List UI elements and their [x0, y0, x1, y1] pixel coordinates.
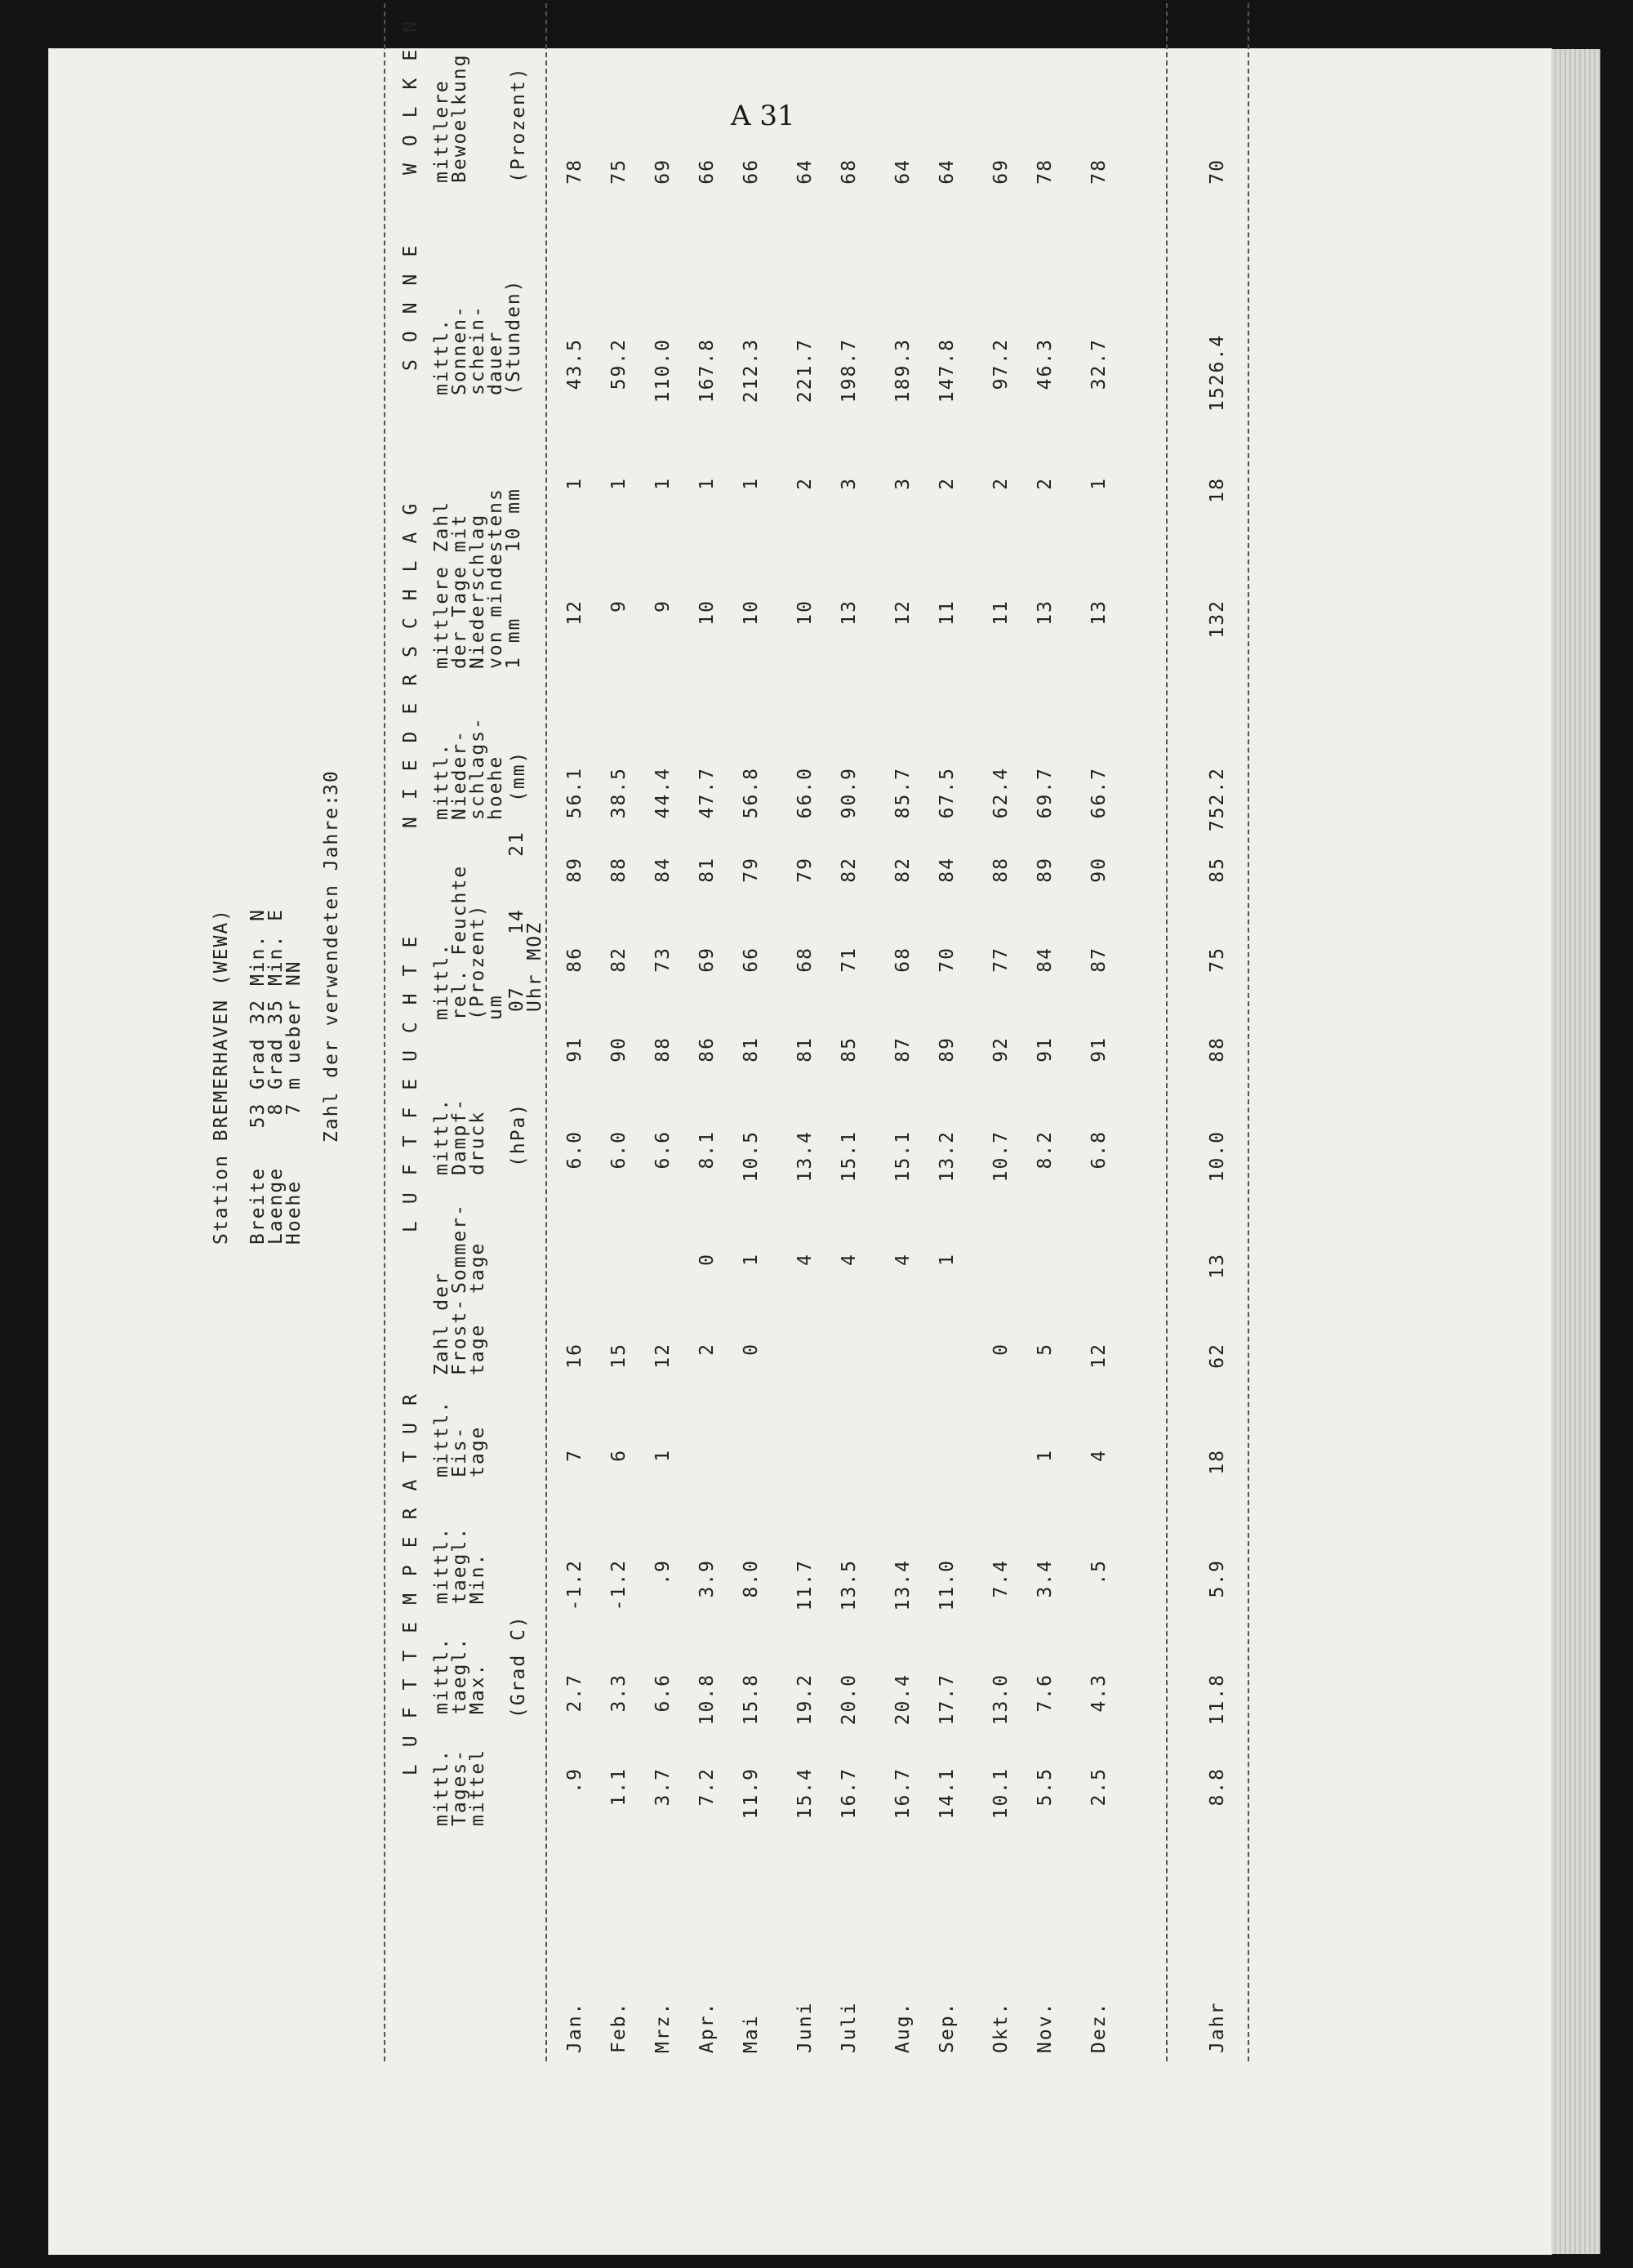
cell-nied: 752.2 — [1207, 767, 1228, 832]
cell-min: 3.9 — [696, 1559, 718, 1598]
cell-min: 13.4 — [892, 1559, 914, 1611]
cell-dampf: 10.5 — [741, 1130, 762, 1183]
cell-rf14: 82 — [608, 947, 630, 973]
cell-min: 11.0 — [937, 1559, 958, 1611]
cell-rf07: 88 — [652, 1036, 674, 1063]
cell-sonne: 1526.4 — [1207, 333, 1228, 412]
cell-rf07: 87 — [892, 1036, 914, 1063]
cell-rf07: 88 — [1207, 1036, 1228, 1063]
header-moz: 07 14 21 Uhr MOZ — [506, 831, 545, 1012]
row-label-8: Sep. — [937, 2001, 958, 2053]
cell-rf07: 89 — [937, 1036, 958, 1063]
cell-frost: 12 — [1088, 1343, 1110, 1369]
row-label-9: Okt. — [990, 2001, 1012, 2053]
cell-rf14: 66 — [741, 947, 762, 973]
cell-wolken: 68 — [839, 158, 860, 185]
cell-t10: 2 — [1035, 477, 1056, 490]
cell-wolken: 75 — [608, 158, 630, 185]
header-bewoelkung: mittlere Bewoelkung — [431, 53, 470, 183]
cell-rf21: 85 — [1207, 857, 1228, 883]
station-laenge: Laenge 8 Grad 35 Min. E — [265, 907, 287, 1245]
cell-dampf: 6.0 — [608, 1130, 630, 1170]
cell-t10: 2 — [990, 477, 1012, 490]
group-sonne: SONNE — [400, 228, 421, 371]
cell-rf14: 87 — [1088, 947, 1110, 973]
cell-min: -1.2 — [608, 1559, 630, 1611]
header-zahl-der: Zahl der — [431, 1272, 452, 1375]
cell-rf21: 79 — [741, 857, 762, 883]
cell-min: 3.4 — [1035, 1559, 1056, 1598]
cell-t1: 13 — [1035, 599, 1056, 626]
cell-mittel: 14.1 — [937, 1767, 958, 1820]
group-luftfeuchte: LUFTFEUCHTE — [400, 919, 421, 1232]
cell-max: 11.8 — [1207, 1673, 1228, 1726]
cell-max: 3.3 — [608, 1673, 630, 1713]
cell-nied: 67.5 — [937, 767, 958, 819]
row-label-5: Juni — [794, 2001, 816, 2053]
cell-min: 5.9 — [1207, 1559, 1228, 1598]
cell-t1: 132 — [1207, 599, 1228, 639]
cell-nied: 38.5 — [608, 767, 630, 819]
cell-mittel: 15.4 — [794, 1767, 816, 1820]
header-sonnenschein: mittl. Sonnen- schein- dauer (Stunden) — [431, 278, 524, 395]
cell-sonne: 189.3 — [892, 338, 914, 403]
cell-rf07: 85 — [839, 1036, 860, 1063]
header-frosttage: Frost- tage — [449, 1297, 488, 1375]
header-dampfdruck: mittl. Dampf- druck — [431, 1097, 488, 1175]
cell-rf07: 90 — [608, 1036, 630, 1063]
cell-t10: 1 — [564, 477, 585, 490]
cell-dampf: 6.6 — [652, 1130, 674, 1170]
group-lufttemperatur: LUFTTEMPERATUR — [400, 1377, 421, 1776]
cell-dampf: 10.7 — [990, 1130, 1012, 1183]
row-label-4: Mai — [741, 2014, 762, 2053]
cell-t10: 1 — [696, 477, 718, 490]
cell-t1: 11 — [990, 599, 1012, 626]
cell-rf14: 73 — [652, 947, 674, 973]
cell-eis: 7 — [564, 1449, 585, 1462]
cell-rf14: 75 — [1207, 947, 1228, 973]
cell-rf07: 92 — [990, 1036, 1012, 1063]
cell-dampf: 8.2 — [1035, 1130, 1056, 1170]
cell-frost: 5 — [1035, 1343, 1056, 1356]
cell-max: 17.7 — [937, 1673, 958, 1726]
header-taegl-min: mittl. taegl. Min. — [431, 1526, 488, 1604]
cell-max: 19.2 — [794, 1673, 816, 1726]
cell-wolken: 64 — [937, 158, 958, 185]
cell-mittel: 1.1 — [608, 1767, 630, 1807]
cell-rf21: 89 — [564, 857, 585, 883]
cell-mittel: 7.2 — [696, 1767, 718, 1807]
cell-rf21: 89 — [1035, 857, 1056, 883]
divider-bottom — [1248, 3, 1249, 2061]
header-sommertage: Sommer- tage — [449, 1203, 488, 1294]
cell-nied: 66.0 — [794, 767, 816, 819]
cell-wolken: 78 — [1035, 158, 1056, 185]
unit-hpa: (hPa) — [508, 1102, 529, 1167]
cell-min: 11.7 — [794, 1559, 816, 1611]
cell-min: .9 — [652, 1559, 674, 1585]
header-niederschlagshoehe: mittl. Nieder- schlags- hoehe — [431, 716, 506, 820]
page-number: A 31 — [731, 100, 795, 132]
cell-t1: 9 — [608, 599, 630, 613]
cell-frost: 0 — [990, 1343, 1012, 1356]
years-value: 30 — [321, 769, 342, 795]
cell-rf14: 71 — [839, 947, 860, 973]
cell-min: .5 — [1088, 1559, 1110, 1585]
cell-sommer: 4 — [794, 1253, 816, 1266]
cell-sommer: 0 — [696, 1253, 718, 1266]
cell-t1: 9 — [652, 599, 674, 613]
cell-rf07: 86 — [696, 1036, 718, 1063]
unit-mm: (mm) — [508, 750, 529, 802]
cell-nied: 47.7 — [696, 767, 718, 819]
cell-rf21: 79 — [794, 857, 816, 883]
row-label-1: Feb. — [608, 2001, 630, 2053]
cell-mittel: 11.9 — [741, 1767, 762, 1820]
cell-sonne: 59.2 — [608, 338, 630, 390]
cell-nied: 56.8 — [741, 767, 762, 819]
cell-max: 15.8 — [741, 1673, 762, 1726]
cell-rf07: 91 — [1088, 1036, 1110, 1063]
divider-year — [1166, 3, 1168, 2061]
cell-mittel: 16.7 — [839, 1767, 860, 1820]
cell-t10: 1 — [1088, 477, 1110, 490]
cell-t1: 13 — [839, 599, 860, 626]
cell-max: 4.3 — [1088, 1673, 1110, 1713]
cell-sonne: 97.2 — [990, 338, 1012, 390]
cell-wolken: 64 — [892, 158, 914, 185]
cell-t1: 12 — [564, 599, 585, 626]
cell-nied: 56.1 — [564, 767, 585, 819]
row-label-0: Jan. — [564, 2001, 585, 2053]
cell-min: 13.5 — [839, 1559, 860, 1611]
row-label-2: Mrz. — [652, 2001, 674, 2053]
cell-frost: 62 — [1207, 1343, 1228, 1369]
cell-sommer: 13 — [1207, 1253, 1228, 1279]
cell-mittel: 2.5 — [1088, 1767, 1110, 1807]
cell-dampf: 10.0 — [1207, 1130, 1228, 1183]
cell-rf07: 81 — [794, 1036, 816, 1063]
cell-wolken: 66 — [696, 158, 718, 185]
cell-sonne: 147.8 — [937, 338, 958, 403]
cell-sonne: 110.0 — [652, 338, 674, 403]
cell-sommer: 4 — [839, 1253, 860, 1266]
cell-sonne: 198.7 — [839, 338, 860, 403]
cell-t1: 10 — [741, 599, 762, 626]
divider-header — [545, 3, 547, 2061]
cell-mittel: .9 — [564, 1767, 585, 1793]
unit-grad-c: (Grad C) — [508, 1615, 529, 1718]
cell-rf21: 84 — [652, 857, 674, 883]
header-tagesmittel: mittl. Tages- mittel — [431, 1748, 488, 1826]
cell-frost: 0 — [741, 1343, 762, 1356]
cell-dampf: 6.8 — [1088, 1130, 1110, 1170]
cell-wolken: 69 — [652, 158, 674, 185]
cell-rf07: 91 — [564, 1036, 585, 1063]
cell-max: 7.6 — [1035, 1673, 1056, 1713]
cell-eis: 6 — [608, 1449, 630, 1462]
station-breite: Breite 53 Grad 32 Min. N — [247, 907, 269, 1245]
station-hoehe: Hoehe 7 m ueber NN — [283, 960, 305, 1245]
rotated-table — [211, 0, 1288, 2086]
cell-rf14: 69 — [696, 947, 718, 973]
cell-wolken: 64 — [794, 158, 816, 185]
group-niederschlag: NIEDERSCHLAG — [400, 486, 421, 828]
cell-eis: 1 — [1035, 1449, 1056, 1462]
cell-nied: 66.7 — [1088, 767, 1110, 819]
cell-wolken: 69 — [990, 158, 1012, 185]
unit-prozent: (Prozent) — [508, 66, 529, 183]
header-rel-feuchte: mittl. rel. Feuchte (Prozent) um — [431, 864, 506, 1020]
cell-dampf: 13.2 — [937, 1130, 958, 1183]
cell-eis: 4 — [1088, 1449, 1110, 1462]
cell-t10: 1 — [608, 477, 630, 490]
cell-nied: 90.9 — [839, 767, 860, 819]
cell-dampf: 6.0 — [564, 1130, 585, 1170]
cell-frost: 2 — [696, 1343, 718, 1356]
cell-wolken: 78 — [564, 158, 585, 185]
cell-sommer: 1 — [741, 1253, 762, 1266]
cell-rf14: 86 — [564, 947, 585, 973]
cell-max: 13.0 — [990, 1673, 1012, 1726]
cell-min: 7.4 — [990, 1559, 1012, 1598]
cell-mittel: 3.7 — [652, 1767, 674, 1807]
cell-t10: 2 — [794, 477, 816, 490]
cell-mittel: 8.8 — [1207, 1767, 1228, 1807]
years-label: Zahl der verwendeten Jahre: — [321, 793, 342, 1143]
header-niederschlagstage: mittlere Zahl der Tage mit Niederschlag von mindestens 1 mm 10 mm — [431, 488, 524, 669]
cell-rf14: 68 — [892, 947, 914, 973]
cell-sonne: 167.8 — [696, 338, 718, 403]
cell-dampf: 13.4 — [794, 1130, 816, 1183]
cell-nied: 44.4 — [652, 767, 674, 819]
cell-wolken: 78 — [1088, 158, 1110, 185]
cell-t1: 13 — [1088, 599, 1110, 626]
group-wolken: WOLKEN — [400, 3, 421, 175]
cell-min: -1.2 — [564, 1559, 585, 1611]
cell-nied: 69.7 — [1035, 767, 1056, 819]
cell-t1: 10 — [794, 599, 816, 626]
divider-top — [384, 3, 385, 2061]
row-label-12: Jahr — [1207, 2001, 1228, 2053]
cell-max: 2.7 — [564, 1673, 585, 1713]
cell-wolken: 70 — [1207, 158, 1228, 185]
cell-frost: 16 — [564, 1343, 585, 1369]
cell-rf14: 70 — [937, 947, 958, 973]
cell-nied: 85.7 — [892, 767, 914, 819]
row-label-7: Aug. — [892, 2001, 914, 2053]
cell-rf07: 91 — [1035, 1036, 1056, 1063]
cell-mittel: 10.1 — [990, 1767, 1012, 1820]
cell-rf14: 77 — [990, 947, 1012, 973]
cell-rf07: 81 — [741, 1036, 762, 1063]
row-label-11: Dez. — [1088, 2001, 1110, 2053]
header-taegl-max: mittl. taegl. Max. — [431, 1636, 488, 1714]
cell-dampf: 15.1 — [892, 1130, 914, 1183]
cell-sonne: 212.3 — [741, 338, 762, 403]
row-label-10: Nov. — [1035, 2001, 1056, 2053]
cell-max: 6.6 — [652, 1673, 674, 1713]
cell-nied: 62.4 — [990, 767, 1012, 819]
cell-wolken: 66 — [741, 158, 762, 185]
row-label-3: Apr. — [696, 2001, 718, 2053]
cell-frost: 12 — [652, 1343, 674, 1369]
cell-t1: 12 — [892, 599, 914, 626]
cell-max: 20.4 — [892, 1673, 914, 1726]
cell-rf21: 81 — [696, 857, 718, 883]
cell-rf21: 88 — [608, 857, 630, 883]
cell-t10: 1 — [652, 477, 674, 490]
cell-t10: 2 — [937, 477, 958, 490]
cell-rf21: 82 — [839, 857, 860, 883]
cell-mittel: 5.5 — [1035, 1767, 1056, 1807]
cell-sonne: 221.7 — [794, 338, 816, 403]
cell-sonne: 32.7 — [1088, 338, 1110, 390]
cell-dampf: 15.1 — [839, 1130, 860, 1183]
header-eistage: mittl. Eis- tage — [431, 1399, 488, 1477]
cell-sommer: 1 — [937, 1253, 958, 1266]
cell-rf14: 68 — [794, 947, 816, 973]
cell-eis: 18 — [1207, 1449, 1228, 1475]
cell-t1: 11 — [937, 599, 958, 626]
cell-max: 10.8 — [696, 1673, 718, 1726]
cell-eis: 1 — [652, 1449, 674, 1462]
cell-min: 8.0 — [741, 1559, 762, 1598]
cell-rf21: 90 — [1088, 857, 1110, 883]
cell-t1: 10 — [696, 599, 718, 626]
cell-rf21: 82 — [892, 857, 914, 883]
cell-t10: 1 — [741, 477, 762, 490]
cell-sonne: 46.3 — [1035, 338, 1056, 390]
cell-t10: 3 — [892, 477, 914, 490]
cell-rf21: 84 — [937, 857, 958, 883]
page-edge — [1551, 49, 1600, 2254]
cell-sonne: 43.5 — [564, 338, 585, 390]
cell-t10: 3 — [839, 477, 860, 490]
cell-t10: 18 — [1207, 477, 1228, 503]
cell-rf21: 88 — [990, 857, 1012, 883]
cell-mittel: 16.7 — [892, 1767, 914, 1820]
cell-max: 20.0 — [839, 1673, 860, 1726]
station-title: Station BREMERHAVEN (WEWA) — [211, 907, 232, 1245]
cell-dampf: 8.1 — [696, 1130, 718, 1170]
cell-rf14: 84 — [1035, 947, 1056, 973]
row-label-6: Juli — [839, 2001, 860, 2053]
cell-sommer: 4 — [892, 1253, 914, 1266]
cell-frost: 15 — [608, 1343, 630, 1369]
